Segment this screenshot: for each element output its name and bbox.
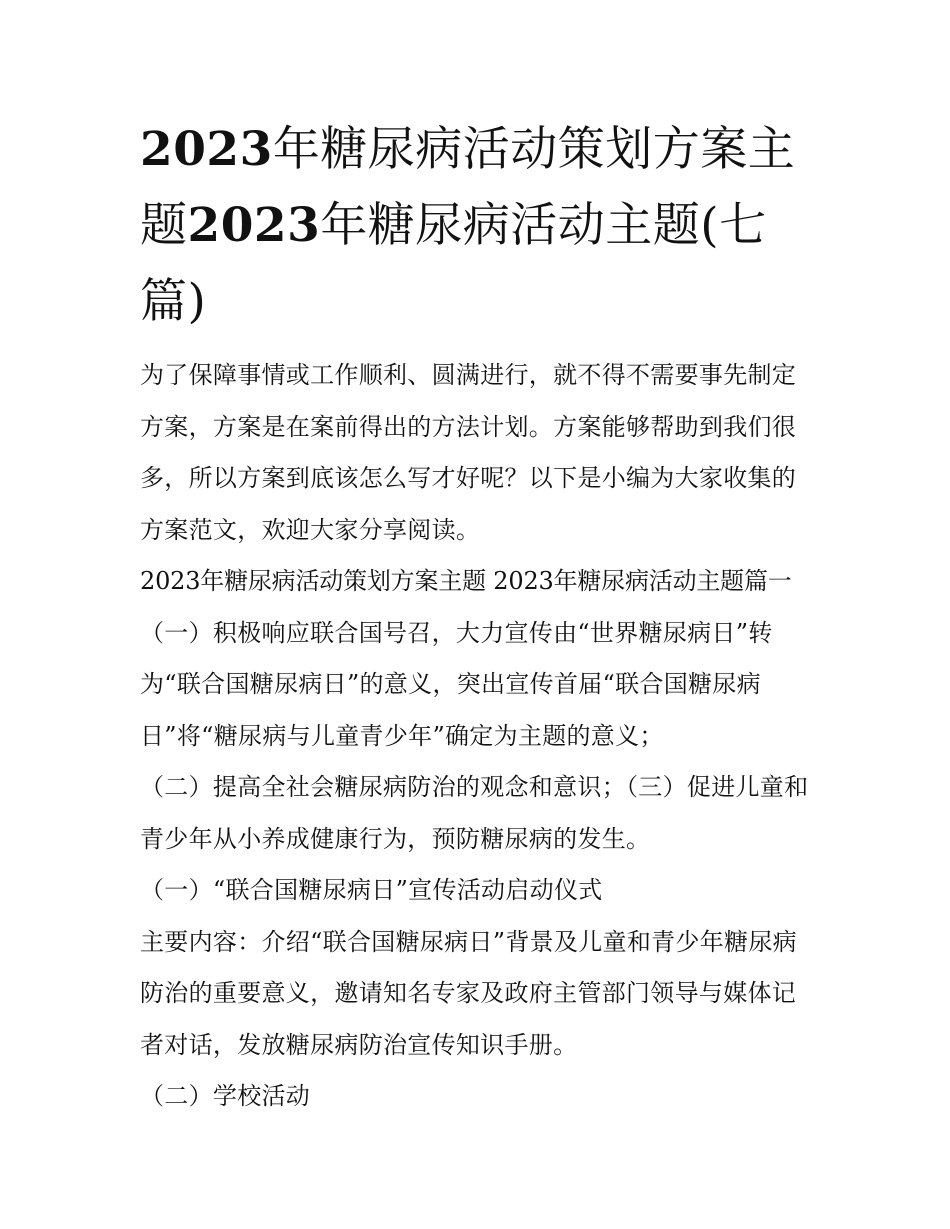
paragraph-main-content: 主要内容：介绍“联合国糖尿病日”背景及儿童和青少年糖尿病防治的重要意义，邀请知名专家及政府主管部门领导与媒体记者对话，发放糖尿病防治宣传知识手册。: [140, 927, 797, 1059]
title-text-1: 年糖尿病活动策划方案主题: [140, 122, 796, 253]
paragraph-goal-2: （二）提高全社会糖尿病防治的观念和意识；（三）促进儿童和青少年从小养成健康行为，预防糖尿病的发生。: [140, 773, 809, 853]
title-text-2: 年糖尿病活动主题(七篇): [140, 198, 767, 329]
paragraph-activity-heading: （一）“联合国糖尿病日”宣传活动启动仪式: [140, 876, 603, 904]
document-body: [140, 112, 815, 1123]
section-heading: 2023年糖尿病活动策划方案主题 2023年糖尿病活动主题篇一: [140, 567, 792, 595]
intro-paragraph: 为了保障事情或工作顺利、圆满进行，就不得不需要事先制定方案，方案是在案前得出的方法计划。方案能够帮助到我们很多，所以方案到底该怎么写才好呢？以下是小编为大家收集的方案范文，欢迎大家分享阅读。: [140, 361, 797, 544]
title-year-1: 2023: [140, 122, 273, 177]
paragraph-school-activity: （二）学校活动: [140, 1082, 311, 1110]
paragraph-goal-1: （一）积极响应联合国号召，大力宣传由“世界糖尿病日”转为“联合国糖尿病日”的意义，突出宣传首届“联合国糖尿病日”将“糖尿病与儿童青少年”确定为主题的意义；: [140, 618, 773, 750]
title-year-2: 2023: [187, 198, 321, 253]
document-title: [140, 112, 815, 340]
